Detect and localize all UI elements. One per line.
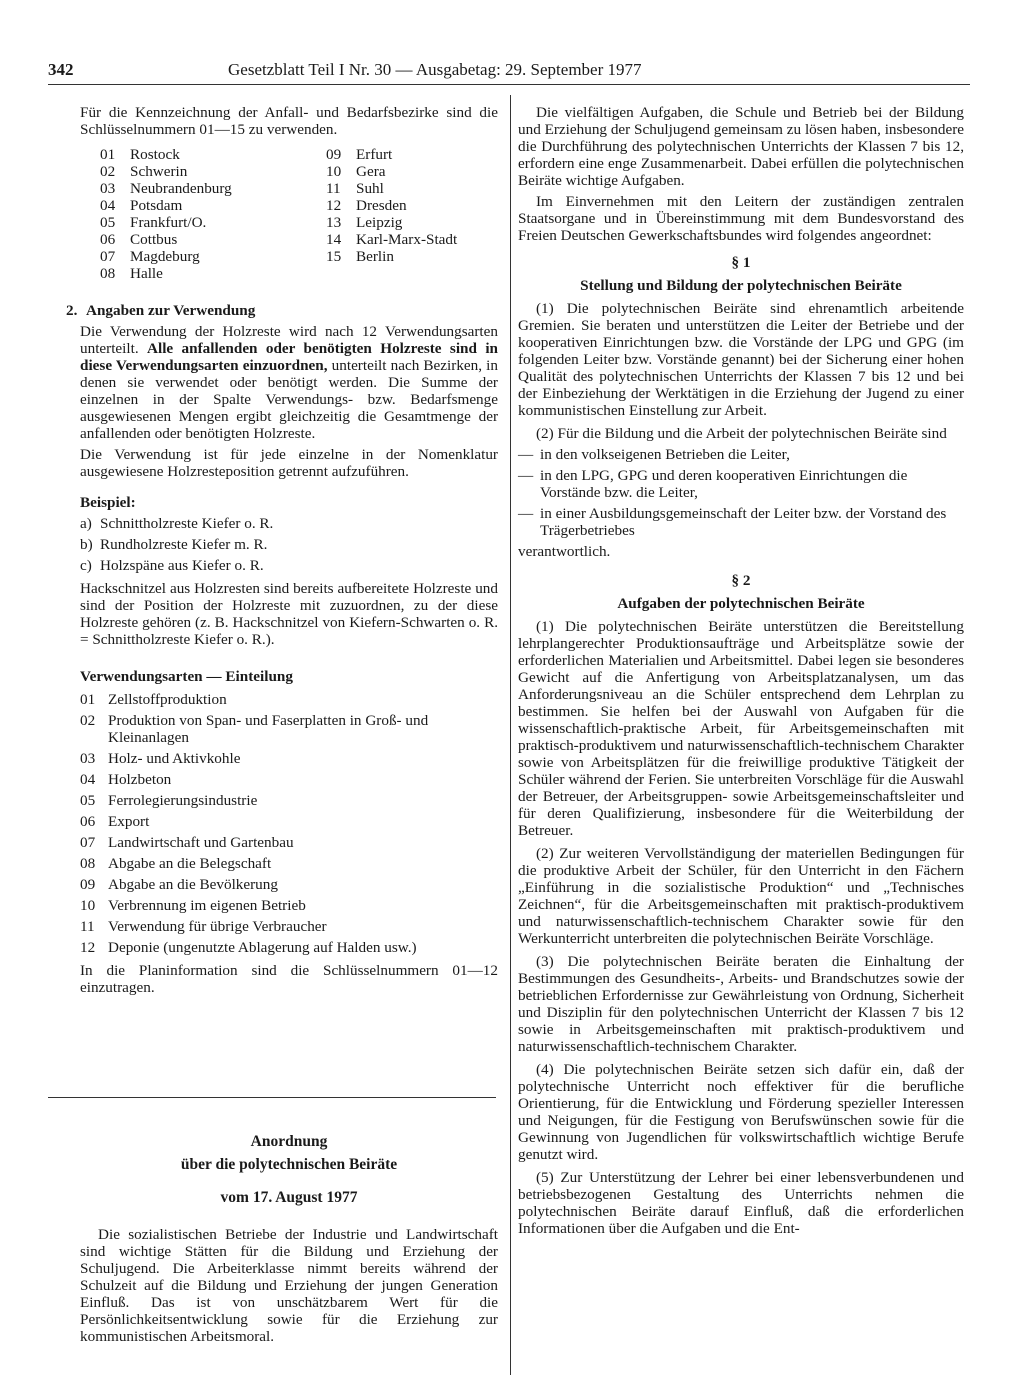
section-2-title: Aufgaben der polytechnischen Beiräte bbox=[617, 595, 865, 612]
dash-mark: — bbox=[518, 505, 534, 522]
anordnung-date: vom 17. August 1977 bbox=[220, 1189, 358, 1206]
section-2-paragraph-1 bbox=[80, 323, 498, 442]
list-item bbox=[66, 855, 498, 872]
bezirke-col-1 bbox=[100, 146, 326, 282]
bezirk-name: Frankfurt/O. bbox=[130, 214, 207, 231]
left-column bbox=[66, 104, 498, 996]
item-num: 02 bbox=[80, 712, 96, 729]
list-item bbox=[100, 146, 326, 163]
running-title: Gesetzblatt Teil I Nr. 30 — Ausgabetag: 29. September 1977 bbox=[228, 60, 642, 79]
verwendungsarten-heading: Verwendungsarten — Einteilung bbox=[80, 668, 293, 685]
dash-mark: — bbox=[518, 446, 534, 463]
list-item bbox=[100, 180, 326, 197]
page-number: 342 bbox=[48, 60, 74, 79]
list-item bbox=[326, 146, 506, 163]
item-label: c) bbox=[80, 557, 92, 574]
s1-paragraph-2: (2) Für die Bildung und die Arbeit der polytechnischen Beiräte sind bbox=[536, 425, 947, 442]
item-text: in den volkseigenen Betrieben die Leiter, bbox=[540, 446, 790, 463]
list-item bbox=[326, 248, 506, 265]
item-label: a) bbox=[80, 515, 92, 532]
right-column bbox=[518, 104, 964, 1237]
bezirk-name: Leipzig bbox=[356, 214, 403, 231]
item-text: Export bbox=[108, 813, 150, 830]
list-item bbox=[66, 876, 498, 893]
item-text: Zellstoffproduktion bbox=[108, 691, 227, 708]
list-item bbox=[326, 180, 506, 197]
item-text: Holzbeton bbox=[108, 771, 172, 788]
bezirk-name: Schwerin bbox=[130, 163, 188, 180]
hackschnitzel-paragraph: Hackschnitzel aus Holzresten sind bereits aufbereitete Holzreste und sind der Position der Holzreste mit zuzuordnen, zu der diese Holzreste gehören (z. B. Hackschnitzel von Kiefern-Schwarten o. R. = Schnittholzreste Kiefer o. R.). bbox=[80, 580, 498, 648]
item-text: in einer Ausbildungsgemeinschaft der Leiter bzw. der Vorstand des Trägerbetriebes bbox=[540, 505, 947, 539]
s1-paragraph-2-end: verantwortlich. bbox=[518, 543, 611, 560]
list-item bbox=[518, 446, 964, 463]
item-num: 04 bbox=[80, 771, 96, 788]
item-text: Abgabe an die Bevölkerung bbox=[108, 876, 278, 893]
section-title: Angaben zur Verwendung bbox=[86, 302, 256, 319]
list-item bbox=[100, 265, 326, 282]
list-item bbox=[518, 505, 964, 539]
dash-mark: — bbox=[518, 467, 534, 484]
list-item bbox=[518, 467, 964, 501]
item-num: 07 bbox=[80, 834, 96, 851]
list-item bbox=[326, 231, 506, 248]
item-num: 12 bbox=[80, 939, 96, 956]
section-sign-2: § 2 bbox=[731, 572, 751, 589]
bezirke-col-2 bbox=[326, 146, 506, 282]
bezirk-num: 05 bbox=[100, 214, 116, 231]
preamble-paragraph-1: Die vielfältigen Aufgaben, die Schule und Betrieb bei der Bildung und Erziehung der Schuljugend gemeinsam zu lösen haben, insbesondere die Durchführung des polytechnischen Unterrichts der Klassen 7 bis 12, erfordern eine enge Zusammenarbeit. Dabei erfüllen die polytechnischen Beiräte wichtige Aufgaben. bbox=[518, 104, 964, 189]
list-item bbox=[326, 197, 506, 214]
bezirk-num: 08 bbox=[100, 265, 116, 282]
bezirk-name: Berlin bbox=[356, 248, 394, 265]
list-item bbox=[100, 197, 326, 214]
bezirk-name: Suhl bbox=[356, 180, 384, 197]
bezirk-num: 13 bbox=[326, 214, 342, 231]
anordnung-title-block bbox=[80, 1130, 498, 1209]
item-text: Holz- und Aktivkohle bbox=[108, 750, 241, 767]
s2-paragraph-5: (5) Zur Unterstützung der Lehrer bei einer lebensverbundenen und betriebsbezogenen Gestaltung des Unterrichts nehmen die polytechnischen Beiräte darauf Einfluß, daß die erforderlichen Informationen über die Aufgaben und die Ent- bbox=[518, 1169, 964, 1237]
s1-dash-list bbox=[518, 446, 964, 539]
list-item bbox=[66, 939, 498, 956]
list-item bbox=[66, 712, 498, 746]
bezirk-num: 10 bbox=[326, 163, 342, 180]
list-item bbox=[66, 813, 498, 830]
anordnung-title: Anordnung bbox=[250, 1133, 328, 1150]
item-text: Rundholzreste Kiefer m. R. bbox=[100, 536, 268, 553]
list-item bbox=[66, 918, 498, 935]
item-num: 03 bbox=[80, 750, 96, 767]
list-item bbox=[80, 557, 498, 574]
bezirk-num: 11 bbox=[326, 180, 341, 197]
bezirk-name: Erfurt bbox=[356, 146, 393, 163]
list-item bbox=[326, 163, 506, 180]
section-rule bbox=[48, 1097, 496, 1098]
list-item bbox=[66, 771, 498, 788]
bezirk-name: Karl-Marx-Stadt bbox=[356, 231, 458, 248]
item-text: Verbrennung im eigenen Betrieb bbox=[108, 897, 306, 914]
beispiel-list bbox=[80, 515, 498, 574]
beispiel-heading: Beispiel: bbox=[80, 494, 136, 511]
bezirke-table bbox=[100, 146, 498, 282]
section-2-paragraph-2: Die Verwendung ist für jede einzelne in der Nomenklatur ausgewiesene Holzresteposition getrennt aufzuführen. bbox=[80, 446, 498, 480]
page-header bbox=[48, 60, 978, 82]
item-text: Ferrolegierungsindustrie bbox=[108, 792, 258, 809]
bezirk-num: 03 bbox=[100, 180, 116, 197]
bezirk-name: Magdeburg bbox=[130, 248, 200, 265]
list-item bbox=[66, 691, 498, 708]
list-item bbox=[100, 248, 326, 265]
item-text: Landwirtschaft und Gartenbau bbox=[108, 834, 294, 851]
item-text: Produktion von Span- und Faserplatten in Groß- und Kleinanlagen bbox=[108, 712, 429, 746]
s2-paragraph-2: (2) Zur weiteren Vervollständigung der materiellen Bedingungen für die produktive Arbeit der Schüler, für den Unterricht in den Fächern „Einführung in die sozialistische Produktion“ und „Technisches Zeichnen“, für die Arbeitsgemeinschaften mit praktisch-produktivem und naturwissenschaftlich-technischem Charakter sowie für den Werkunterricht unterbreiten die polytechnischen Beiräte Vorschläge. bbox=[518, 845, 964, 947]
bezirk-num: 15 bbox=[326, 248, 342, 265]
bezirk-name: Halle bbox=[130, 265, 163, 282]
item-num: 05 bbox=[80, 792, 96, 809]
s2-paragraph-3: (3) Die polytechnischen Beiräte beraten die Einhaltung der Bestimmungen des Gesundheits-, Arbeits- und Brandschutzes sowie der betrieblichen Erfordernisse zur Gewährleistung von Ordnung, Sicherheit und Disziplin für den polytechnischen Unterricht der Klassen 7 bis 12 sowie in Arbeitsgemeinschaften mit praktisch-produktivem und naturwissenschaftlich-technischem Charakter. bbox=[518, 953, 964, 1055]
item-num: 10 bbox=[80, 897, 96, 914]
bezirk-num: 09 bbox=[326, 146, 342, 163]
item-num: 06 bbox=[80, 813, 96, 830]
item-text: Verwendung für übrige Verbraucher bbox=[108, 918, 327, 935]
item-text: in den LPG, GPG und deren kooperativen Einrichtungen die Vorstände bzw. die Leiter, bbox=[540, 467, 908, 501]
list-item bbox=[66, 897, 498, 914]
bezirk-num: 06 bbox=[100, 231, 116, 248]
column-divider bbox=[510, 95, 511, 1375]
list-item bbox=[80, 536, 498, 553]
item-num: 11 bbox=[80, 918, 95, 935]
bezirk-name: Cottbus bbox=[130, 231, 178, 248]
s2-paragraph-1: (1) Die polytechnischen Beiräte unterstützen die Bereitstellung lehrplangerechter Produktionsaufträge und Arbeitsplätze sowie der erforderlichen Materialien und Arbeitsmittel. Dabei legen sie besonderes Gewicht auf die Anfertigung von Arbeitsplatzanalysen, um das Anforderungsniveau an die Schüler entsprechend dem Lehrplan zu bestimmen. Sie helfen bei der Auswahl von Aufgaben für die wissenschaftlich-praktische Arbeit, für Arbeitsgemeinschaften mit praktisch-produktivem und naturwissenschaftlich-technischem Charakter sowie von Arbeitsplätzen für die freiwillige produktive Tätigkeit der Schüler während der Ferien. Sie unterbreiten Vorschläge für die Auswahl der Betreuer, der Arbeitsgruppen- sowie Arbeitsgemeinschaftsleiter und für deren Qualifizierung, insbesondere für die Weiterbildung der Betreuer. bbox=[518, 618, 964, 839]
list-item bbox=[66, 750, 498, 767]
item-text: Schnittholzreste Kiefer o. R. bbox=[100, 515, 274, 532]
item-text: Holzspäne aus Kiefer o. R. bbox=[100, 557, 264, 574]
list-item bbox=[100, 163, 326, 180]
anordnung-subtitle: über die polytechnischen Beiräte bbox=[180, 1156, 398, 1173]
s1-paragraph-1: (1) Die polytechnischen Beiräte sind ehrenamtlich arbeitende Gremien. Sie beraten und unterstützen die Leiter der Betriebe und der kooperativen Einrichtungen bzw. die Vorstände der LPG und GPG (im folgenden Leiter bzw. Vorstände genannt) bei der Sicherung einer hohen Qualität des polytechnischen Unterrichts der Klassen 7 bis 12 und bei der Einbeziehung der Werktätigen in die Erziehung der Jugend zu einer kommunistischen Einstellung zur Arbeit. bbox=[518, 300, 964, 419]
planinfo-paragraph: In die Planinformation sind die Schlüsselnummern 01—12 einzutragen. bbox=[80, 962, 498, 996]
verwendungsarten-list bbox=[66, 691, 498, 956]
anordnung-intro-block bbox=[80, 1226, 498, 1345]
item-label: b) bbox=[80, 536, 93, 553]
bold-text-run: Alle anfallenden oder benötigten Holzreste sind in diese Verwendungsarten einzuordnen, bbox=[80, 340, 498, 374]
s2-paragraph-4: (4) Die polytechnischen Beiräte setzen sich dafür ein, daß der polytechnische Unterricht noch effektiver für die berufliche Orientierung, für die Entwicklung und Förderung spezieller Interessen und Neigungen, für die Festigung von Berufswünschen sowie für die Gewinnung von Jugendlichen für volkswirtschaftlich wichtige Berufe genutzt wird. bbox=[518, 1061, 964, 1163]
bezirk-num: 12 bbox=[326, 197, 342, 214]
bezirk-num: 07 bbox=[100, 248, 116, 265]
bezirk-name: Rostock bbox=[130, 146, 180, 163]
bezirke-intro: Für die Kennzeichnung der Anfall- und Bedarfsbezirke sind die Schlüsselnummern 01—15 zu verwenden. bbox=[80, 104, 498, 138]
bezirk-name: Gera bbox=[356, 163, 386, 180]
item-num: 09 bbox=[80, 876, 96, 893]
list-item bbox=[100, 214, 326, 231]
item-num: 01 bbox=[80, 691, 96, 708]
bezirk-num: 01 bbox=[100, 146, 116, 163]
list-item bbox=[80, 515, 498, 532]
text-run: Die Verwendung der Holzreste wird nach 12 Verwendungsarten unterteilt. bbox=[80, 323, 498, 357]
bezirk-num: 02 bbox=[100, 163, 116, 180]
list-item bbox=[66, 792, 498, 809]
bezirk-num: 04 bbox=[100, 197, 116, 214]
section-2-heading bbox=[66, 302, 498, 319]
bezirk-name: Potsdam bbox=[130, 197, 183, 214]
bezirk-num: 14 bbox=[326, 231, 342, 248]
item-text: Deponie (ungenutzte Ablagerung auf Halden usw.) bbox=[108, 939, 417, 956]
list-item bbox=[100, 231, 326, 248]
bezirk-name: Neubrandenburg bbox=[130, 180, 232, 197]
header-rule bbox=[48, 84, 970, 85]
text-run: unterteilt nach Bezirken, in denen sie verwendet oder benötigt werden. Die Summe der einzelnen in der Spalte Verwendungs- bzw. Bedarfsmenge ausgewiesenen Mengen ergibt gleichzeitig die Gesamtmenge der anfallenden oder benötigten Holzreste. bbox=[80, 357, 498, 442]
section-sign-1: § 1 bbox=[731, 254, 751, 271]
bezirk-name: Dresden bbox=[356, 197, 407, 214]
item-text: Abgabe an die Belegschaft bbox=[108, 855, 272, 872]
preamble-paragraph-2: Im Einvernehmen mit den Leitern der zuständigen zentralen Staatsorgane und in Übereinstimmung mit dem Bundesvorstand des Freien Deutschen Gewerkschaftsbundes wird folgendes angeordnet: bbox=[518, 193, 964, 244]
anordnung-intro: Die sozialistischen Betriebe der Industrie und Landwirtschaft sind wichtige Stätten für die Bildung und Erziehung der Schuljugend. Die Arbeiterklasse nimmt bereits während der Schulzeit auf die Bildung und Erziehung der jungen Generation Einfluß. Das ist von unschätzbarem Wert für die Persönlichkeitsentwicklung sowie für die Erziehung zur kommunistischen Arbeitsmoral. bbox=[80, 1226, 498, 1345]
section-number: 2. bbox=[66, 302, 78, 319]
item-num: 08 bbox=[80, 855, 96, 872]
section-1-title: Stellung und Bildung der polytechnischen Beiräte bbox=[580, 277, 902, 294]
list-item bbox=[326, 214, 506, 231]
list-item bbox=[66, 834, 498, 851]
